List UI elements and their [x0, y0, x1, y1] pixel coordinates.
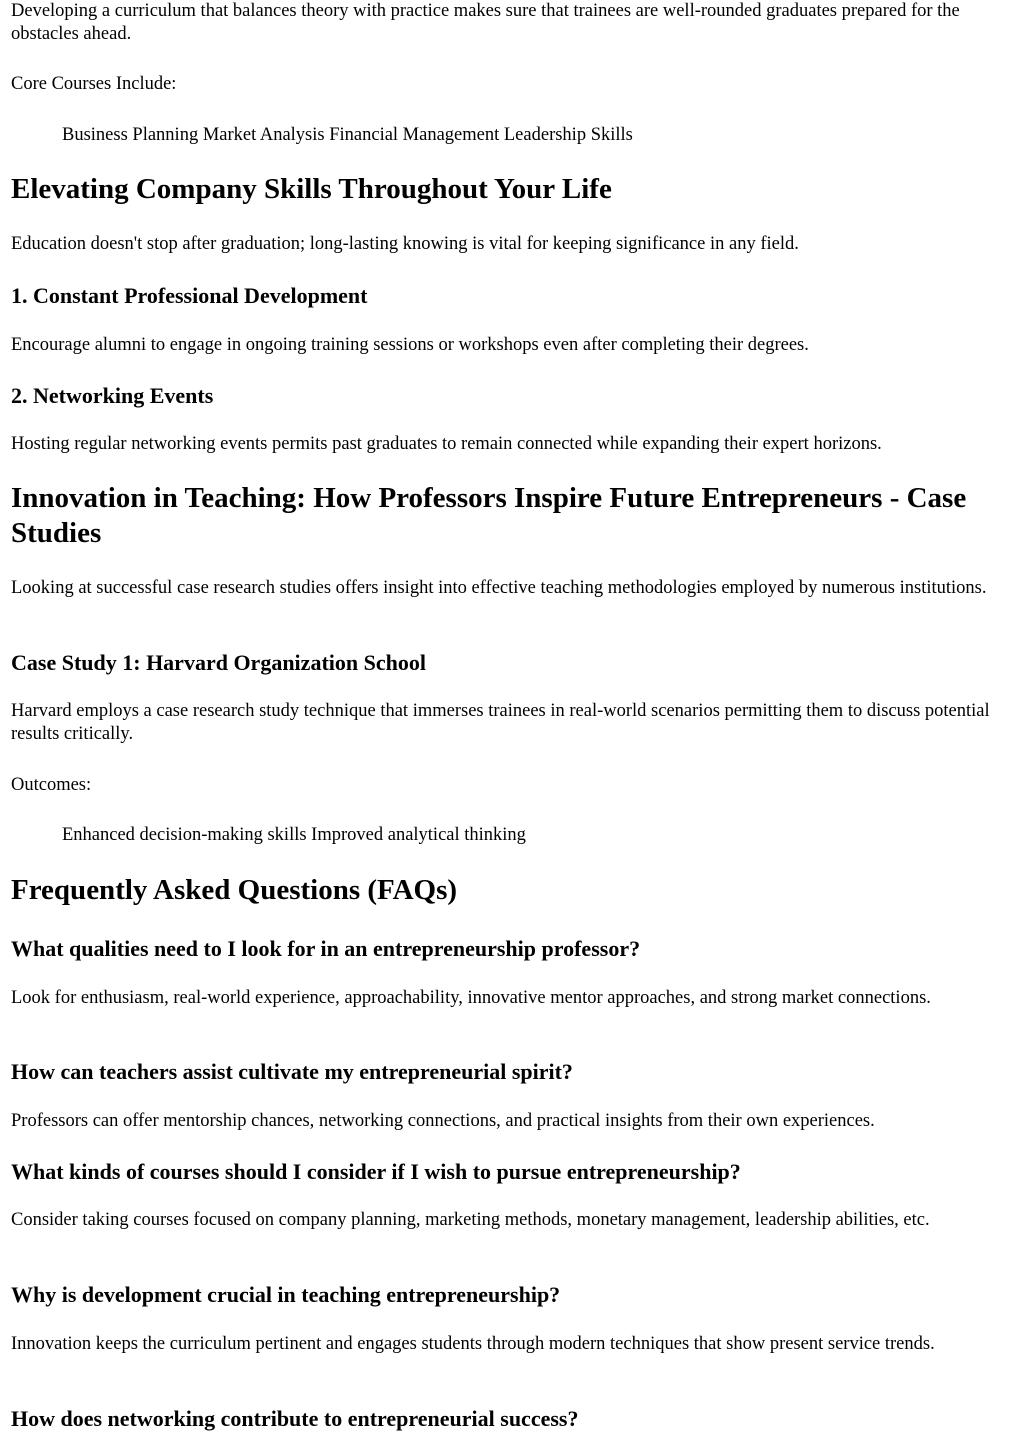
faq-question: What kinds of courses should I consider if I wish to pursue entrepreneurship?	[11, 1159, 741, 1184]
lifelong-section-title: 1. Constant Professional Development	[11, 283, 368, 308]
faq-answer: Professors can offer mentorship chances, networking connections, and practical insights from their own experiences.	[11, 1111, 875, 1131]
innovation-heading: Innovation in Teaching: How Professors Inspire Future Entrepreneurs - Case Studies	[11, 482, 967, 549]
lifelong-section-body: Encourage alumni to engage in ongoing training sessions or workshops even after completing their degrees.	[11, 335, 809, 355]
outcomes-list: Enhanced decision-making skills Improved analytical thinking	[62, 825, 526, 845]
faq-question: Why is development crucial in teaching entrepreneurship?	[11, 1282, 561, 1307]
case-study-title: Case Study 1: Harvard Organization School	[11, 650, 426, 675]
core-courses-list: Business Planning Market Analysis Financial Management Leadership Skills	[62, 125, 633, 145]
faq-question: How does networking contribute to entrepreneurial success?	[11, 1406, 579, 1431]
lifelong-heading: Elevating Company Skills Throughout Your Life	[11, 173, 612, 205]
faq-answer: Consider taking courses focused on company planning, marketing methods, monetary management, leadership abilities, etc.	[11, 1210, 930, 1230]
case-study-body: Harvard employs a case research study technique that immerses trainees in real-world scenarios permitting them to discuss potential results critically.	[11, 701, 990, 744]
faq-answer: Look for enthusiasm, real-world experience, approachability, innovative mentor approaches, and strong market connections.	[11, 988, 931, 1008]
lifelong-section-title: 2. Networking Events	[11, 383, 214, 408]
curriculum-intro: Developing a curriculum that balances theory with practice makes sure that trainees are well-rounded graduates prepared for the obstacles ahead.	[11, 1, 960, 44]
faq-question: How can teachers assist cultivate my entrepreneurial spirit?	[11, 1059, 573, 1084]
lifelong-section-body: Hosting regular networking events permits past graduates to remain connected while expanding their expert horizons.	[11, 434, 882, 454]
outcomes-label: Outcomes:	[11, 775, 92, 795]
lifelong-intro: Education doesn't stop after graduation; long-lasting knowing is vital for keeping significance in any field.	[11, 234, 799, 254]
faq-heading: Frequently Asked Questions (FAQs)	[11, 874, 458, 906]
faq-question: What qualities need to I look for in an entrepreneurship professor?	[11, 936, 641, 961]
faq-answer: Innovation keeps the curriculum pertinent and engages students through modern techniques that show present service trends.	[11, 1334, 935, 1354]
innovation-intro: Looking at successful case research studies offers insight into effective teaching methodologies employed by numerous institutions.	[11, 578, 987, 598]
core-courses-label: Core Courses Include:	[11, 74, 177, 94]
